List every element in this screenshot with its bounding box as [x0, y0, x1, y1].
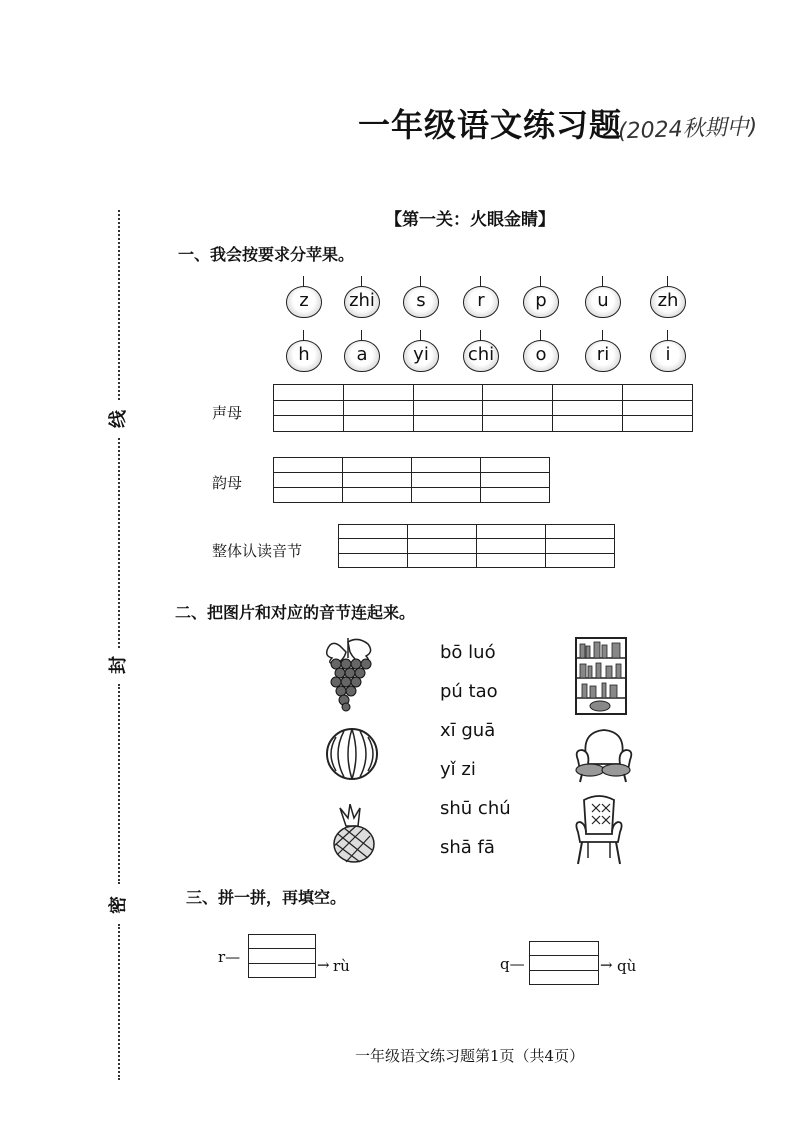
apple-label: h: [298, 344, 310, 365]
page-footer: 一年级语文练习题第1页（共4页）: [355, 1047, 585, 1065]
syllable-item[interactable]: pú tao: [440, 681, 498, 702]
syllable-item[interactable]: yǐ zi: [440, 759, 476, 780]
syllable-item[interactable]: shā fā: [440, 837, 495, 858]
answer-cell[interactable]: [477, 553, 546, 567]
chair-picture[interactable]: [572, 792, 626, 866]
answer-cell[interactable]: [408, 553, 477, 567]
apple: [650, 336, 686, 370]
spell-initial-label: q—: [500, 955, 525, 973]
answer-cell[interactable]: [249, 935, 316, 949]
answer-cell[interactable]: [477, 525, 546, 539]
answer-grid-finals: [273, 457, 550, 503]
answer-cell[interactable]: [553, 385, 623, 401]
apple: [523, 282, 559, 316]
arrow-icon: →: [600, 956, 613, 974]
section3-heading: 三、拼一拼，再填空。: [186, 888, 347, 907]
answer-cell[interactable]: [483, 400, 553, 416]
apple: [286, 336, 322, 370]
answer-cell[interactable]: [408, 539, 477, 553]
apple: [403, 336, 439, 370]
apple: [650, 282, 686, 316]
apple-label: a: [356, 344, 368, 365]
binding-line-middle: [118, 438, 120, 648]
answer-cell[interactable]: [343, 385, 413, 401]
level-title: 【第一关：火眼金睛】: [385, 210, 555, 230]
section1-heading: 一、我会按要求分苹果。: [178, 245, 355, 264]
answer-cell[interactable]: [483, 416, 553, 432]
syllable-item[interactable]: bō luó: [440, 642, 496, 663]
apple: [344, 336, 380, 370]
answer-cell[interactable]: [483, 385, 553, 401]
apple-label: yi: [413, 344, 429, 365]
binding-line-top: [118, 210, 120, 400]
answer-cell[interactable]: [553, 400, 623, 416]
section2-heading: 二、把图片和对应的音节连起来。: [175, 603, 416, 622]
apple-label: ri: [596, 344, 610, 365]
sofa-picture[interactable]: [572, 726, 634, 784]
pineapple-picture[interactable]: [326, 804, 378, 864]
apple-label: o: [535, 344, 547, 365]
answer-cell[interactable]: [413, 385, 483, 401]
binding-char-mi: 密: [108, 896, 129, 914]
answer-cell[interactable]: [249, 949, 316, 963]
binding-line-lower: [118, 684, 120, 884]
apple-label: zhi: [349, 290, 375, 311]
page-title: 一年级语文练习题: [358, 106, 623, 144]
answer-cell[interactable]: [412, 458, 481, 473]
answer-cell[interactable]: [339, 539, 408, 553]
apple-label: u: [597, 290, 609, 311]
answer-cell[interactable]: [546, 539, 615, 553]
answer-cell[interactable]: [343, 473, 412, 488]
watermelon-picture[interactable]: [324, 726, 380, 782]
answer-cell[interactable]: [274, 400, 344, 416]
answer-cell[interactable]: [546, 525, 615, 539]
apple-label: r: [477, 290, 485, 311]
apple-label: p: [535, 290, 547, 311]
answer-cell[interactable]: [343, 400, 413, 416]
answer-cell[interactable]: [343, 416, 413, 432]
apple-label: chi: [467, 344, 495, 365]
answer-cell[interactable]: [274, 473, 343, 488]
spell-initial-label: r—: [218, 948, 241, 966]
answer-cell[interactable]: [477, 539, 546, 553]
answer-cell[interactable]: [553, 416, 623, 432]
grapes-picture[interactable]: [322, 636, 378, 712]
answer-cell[interactable]: [413, 416, 483, 432]
arrow-icon: →: [317, 956, 330, 974]
answer-cell[interactable]: [408, 525, 477, 539]
spell-answer-box-1: [248, 934, 316, 978]
apple-label: zh: [657, 290, 679, 311]
answer-grid-whole-syllables: [338, 524, 615, 568]
answer-cell[interactable]: [413, 400, 483, 416]
apple-label: s: [416, 290, 426, 311]
bookcase-picture[interactable]: [572, 636, 630, 718]
answer-cell[interactable]: [623, 416, 693, 432]
answer-cell[interactable]: [249, 963, 316, 977]
answer-cell[interactable]: [623, 385, 693, 401]
spell-answer-box-2: [529, 941, 599, 985]
answer-cell[interactable]: [274, 385, 344, 401]
syllable-item[interactable]: xī guā: [440, 720, 496, 741]
answer-cell[interactable]: [412, 473, 481, 488]
answer-cell[interactable]: [343, 488, 412, 503]
apple: [286, 282, 322, 316]
category-label-whole-syllables: 整体认读音节: [212, 542, 303, 560]
apple: [463, 282, 499, 316]
apple: [585, 336, 621, 370]
apple-label: i: [665, 344, 671, 365]
answer-cell[interactable]: [274, 416, 344, 432]
apple: [585, 282, 621, 316]
answer-cell[interactable]: [530, 956, 599, 970]
apple: [403, 282, 439, 316]
apple-label: z: [299, 290, 309, 311]
answer-cell[interactable]: [481, 488, 550, 503]
answer-cell[interactable]: [412, 488, 481, 503]
answer-cell[interactable]: [530, 970, 599, 984]
answer-cell[interactable]: [481, 473, 550, 488]
syllable-item[interactable]: shū chú: [440, 798, 511, 819]
binding-char-xian: 线: [108, 410, 129, 428]
answer-cell[interactable]: [623, 400, 693, 416]
spell-result: rù: [333, 957, 350, 975]
apple: [523, 336, 559, 370]
answer-cell[interactable]: [339, 553, 408, 567]
category-label-initials: 声母: [212, 404, 243, 422]
spell-result: qù: [617, 957, 637, 975]
binding-char-feng: 封: [108, 656, 129, 674]
answer-cell[interactable]: [274, 488, 343, 503]
binding-line-bottom: [118, 924, 120, 1080]
answer-cell[interactable]: [339, 525, 408, 539]
category-label-finals: 韵母: [212, 474, 243, 492]
answer-grid-initials: [273, 384, 693, 432]
answer-cell[interactable]: [343, 458, 412, 473]
handwritten-note: (2024秋期中): [617, 114, 758, 145]
apple: [463, 336, 499, 370]
answer-cell[interactable]: [481, 458, 550, 473]
answer-cell[interactable]: [530, 942, 599, 956]
apple: [344, 282, 380, 316]
answer-cell[interactable]: [546, 553, 615, 567]
answer-cell[interactable]: [274, 458, 343, 473]
